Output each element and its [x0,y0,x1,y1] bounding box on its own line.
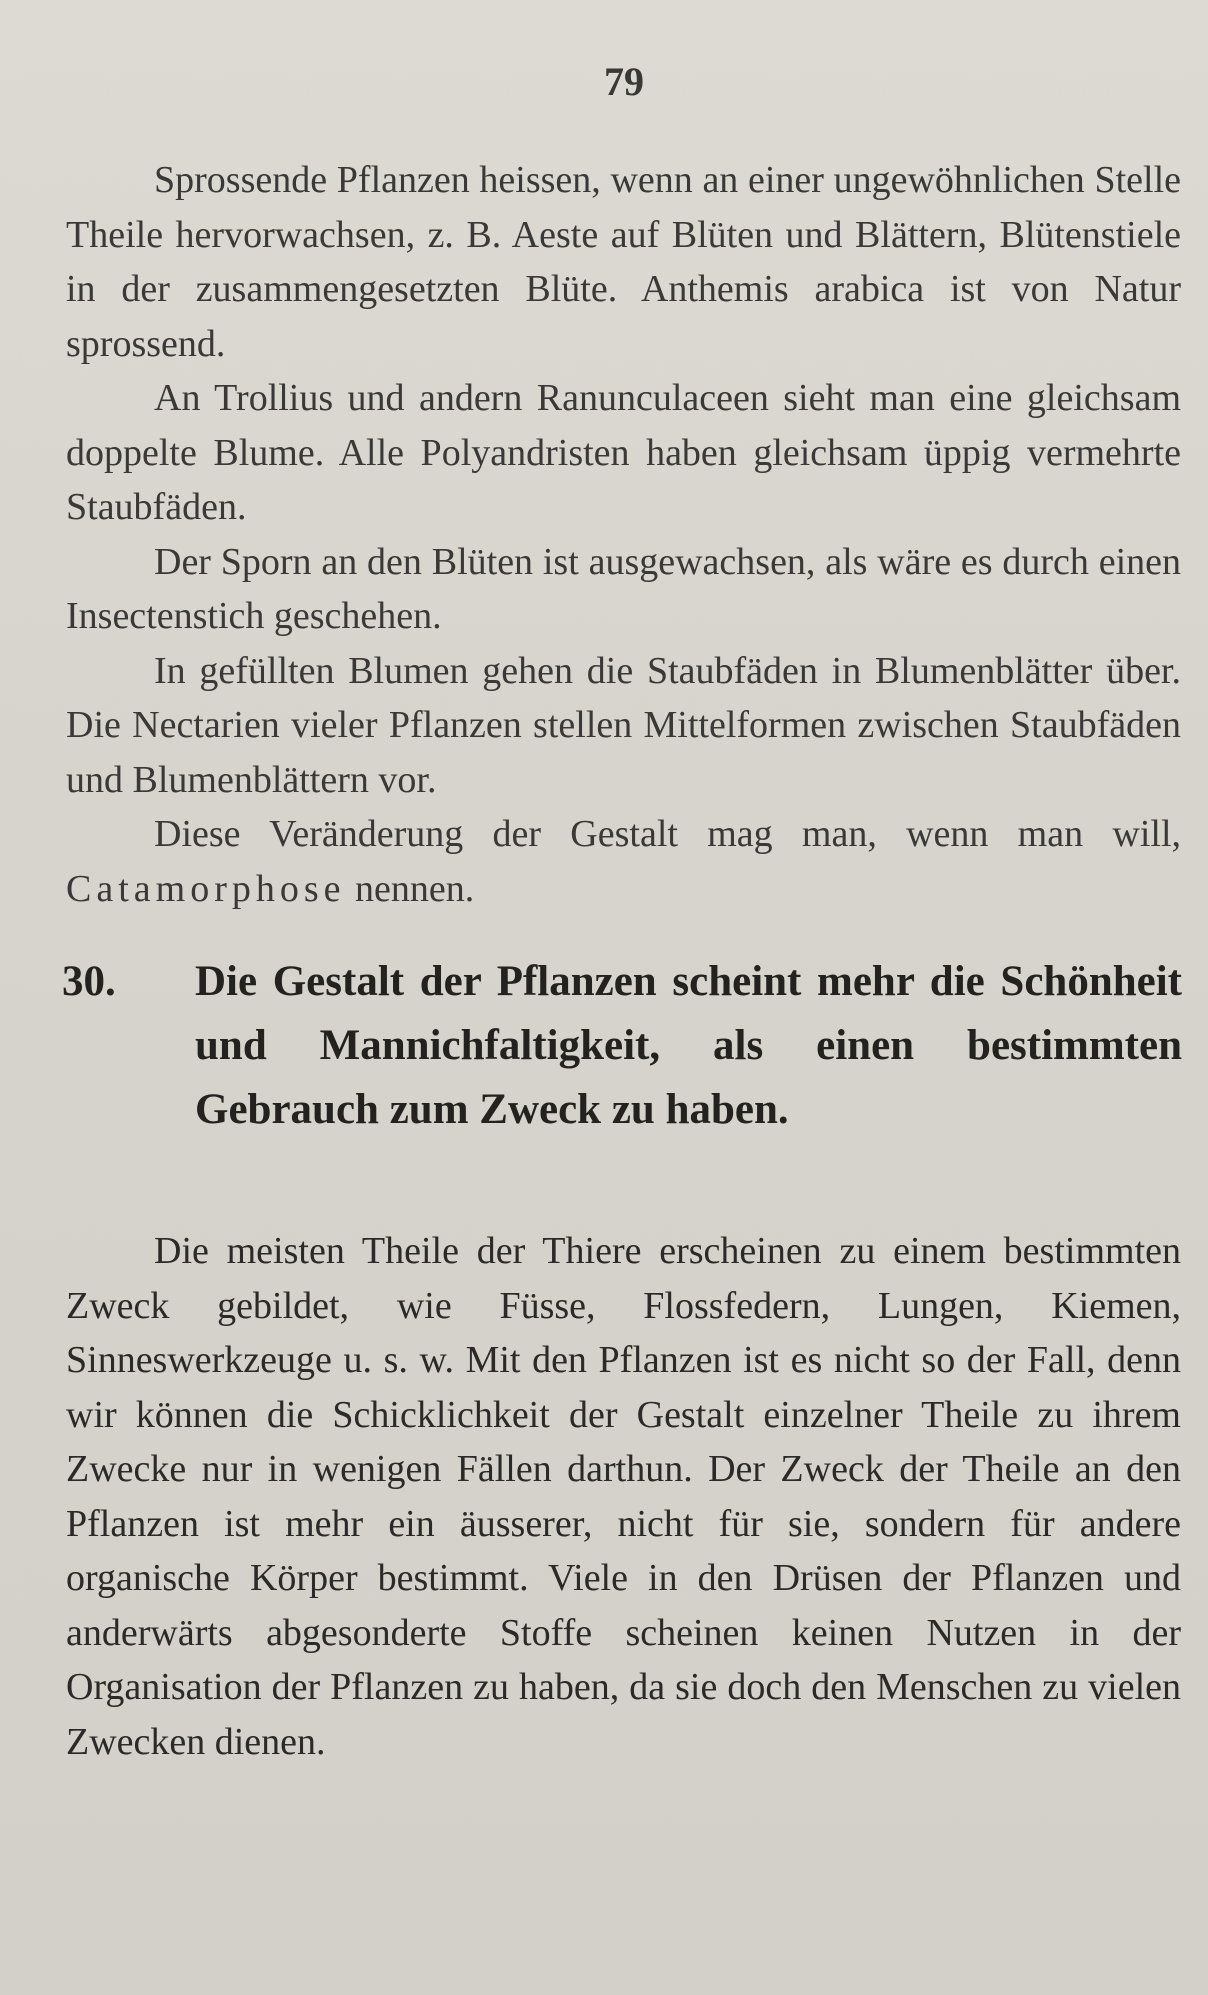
paragraph-thiere-pflanzen: Die meisten Theile der Thiere erscheinen zu einem bestimmten Zweck gebildet, wie Füsse, Flossfedern, Lungen, Kiemen, Sinneswerkzeuge u. s. w. Mit den Pflanzen ist es nicht so der Fall, denn wir können die Schicklichkeit der Gestalt einzelner Theile zu ihrem Zwecke nur in wenigen Fällen darthun. Der Zweck der Theile an den Pflanzen ist mehr ein äusserer, nicht für sie, sondern für andere organische Körper bestimmt. Viele in den Drüsen der Pflanzen und anderwärts abgesonderte Stoffe scheinen keinen Nutzen in der Organisation der Pflanzen zu haben, da sie doch den Menschen zu vielen Zwecken dienen. [66,1230,1181,1763]
paragraph-trollius: An Trollius und andern Ranunculaceen sieht man eine gleichsam doppelte Blume. Alle Polyandristen haben gleichsam üppig vermehrte Staubfäden. [66,377,1181,528]
section-number: 30. [62,958,116,1005]
catamorphose-lead: Diese Veränderung der Gestalt mag man, wenn man will, [154,813,1181,855]
catamorphose-tail: nennen. [355,867,475,910]
catamorphose-term: Catamorphose [66,867,346,910]
page-number: 79 [604,59,644,104]
top-text-block [66,153,1181,916]
paragraph-sprossende: Sprossende Pflanzen heissen, wenn an einer ungewöhnlichen Stelle Theile hervorwachsen, z. B. Aeste auf Blüten und Blättern, Blütenstiele in der zusammengesetzten Blüte. Anthemis arabica ist von Natur sprossend. [66,159,1181,365]
paragraph-sporn: Der Sporn an den Blüten ist ausgewachsen, als wäre es durch einen Insectenstich geschehen. [66,540,1181,637]
bottom-text-block [66,1224,1181,1769]
section-heading [62,950,1182,1142]
section-title: Die Gestalt der Pflanzen scheint mehr die Schönheit und Mannichfaltigkeit, als einen bestimmten Gebrauch zum Zweck zu haben. [195,958,1182,1133]
paragraph-catamorphose [66,807,1181,916]
paragraph-gefuellte-blumen: In gefüllten Blumen gehen die Staubfäden in Blumenblätter über. Die Nectarien vieler Pflanzen stellen Mittelformen zwischen Staubfäden und Blumenblättern vor. [66,649,1181,801]
